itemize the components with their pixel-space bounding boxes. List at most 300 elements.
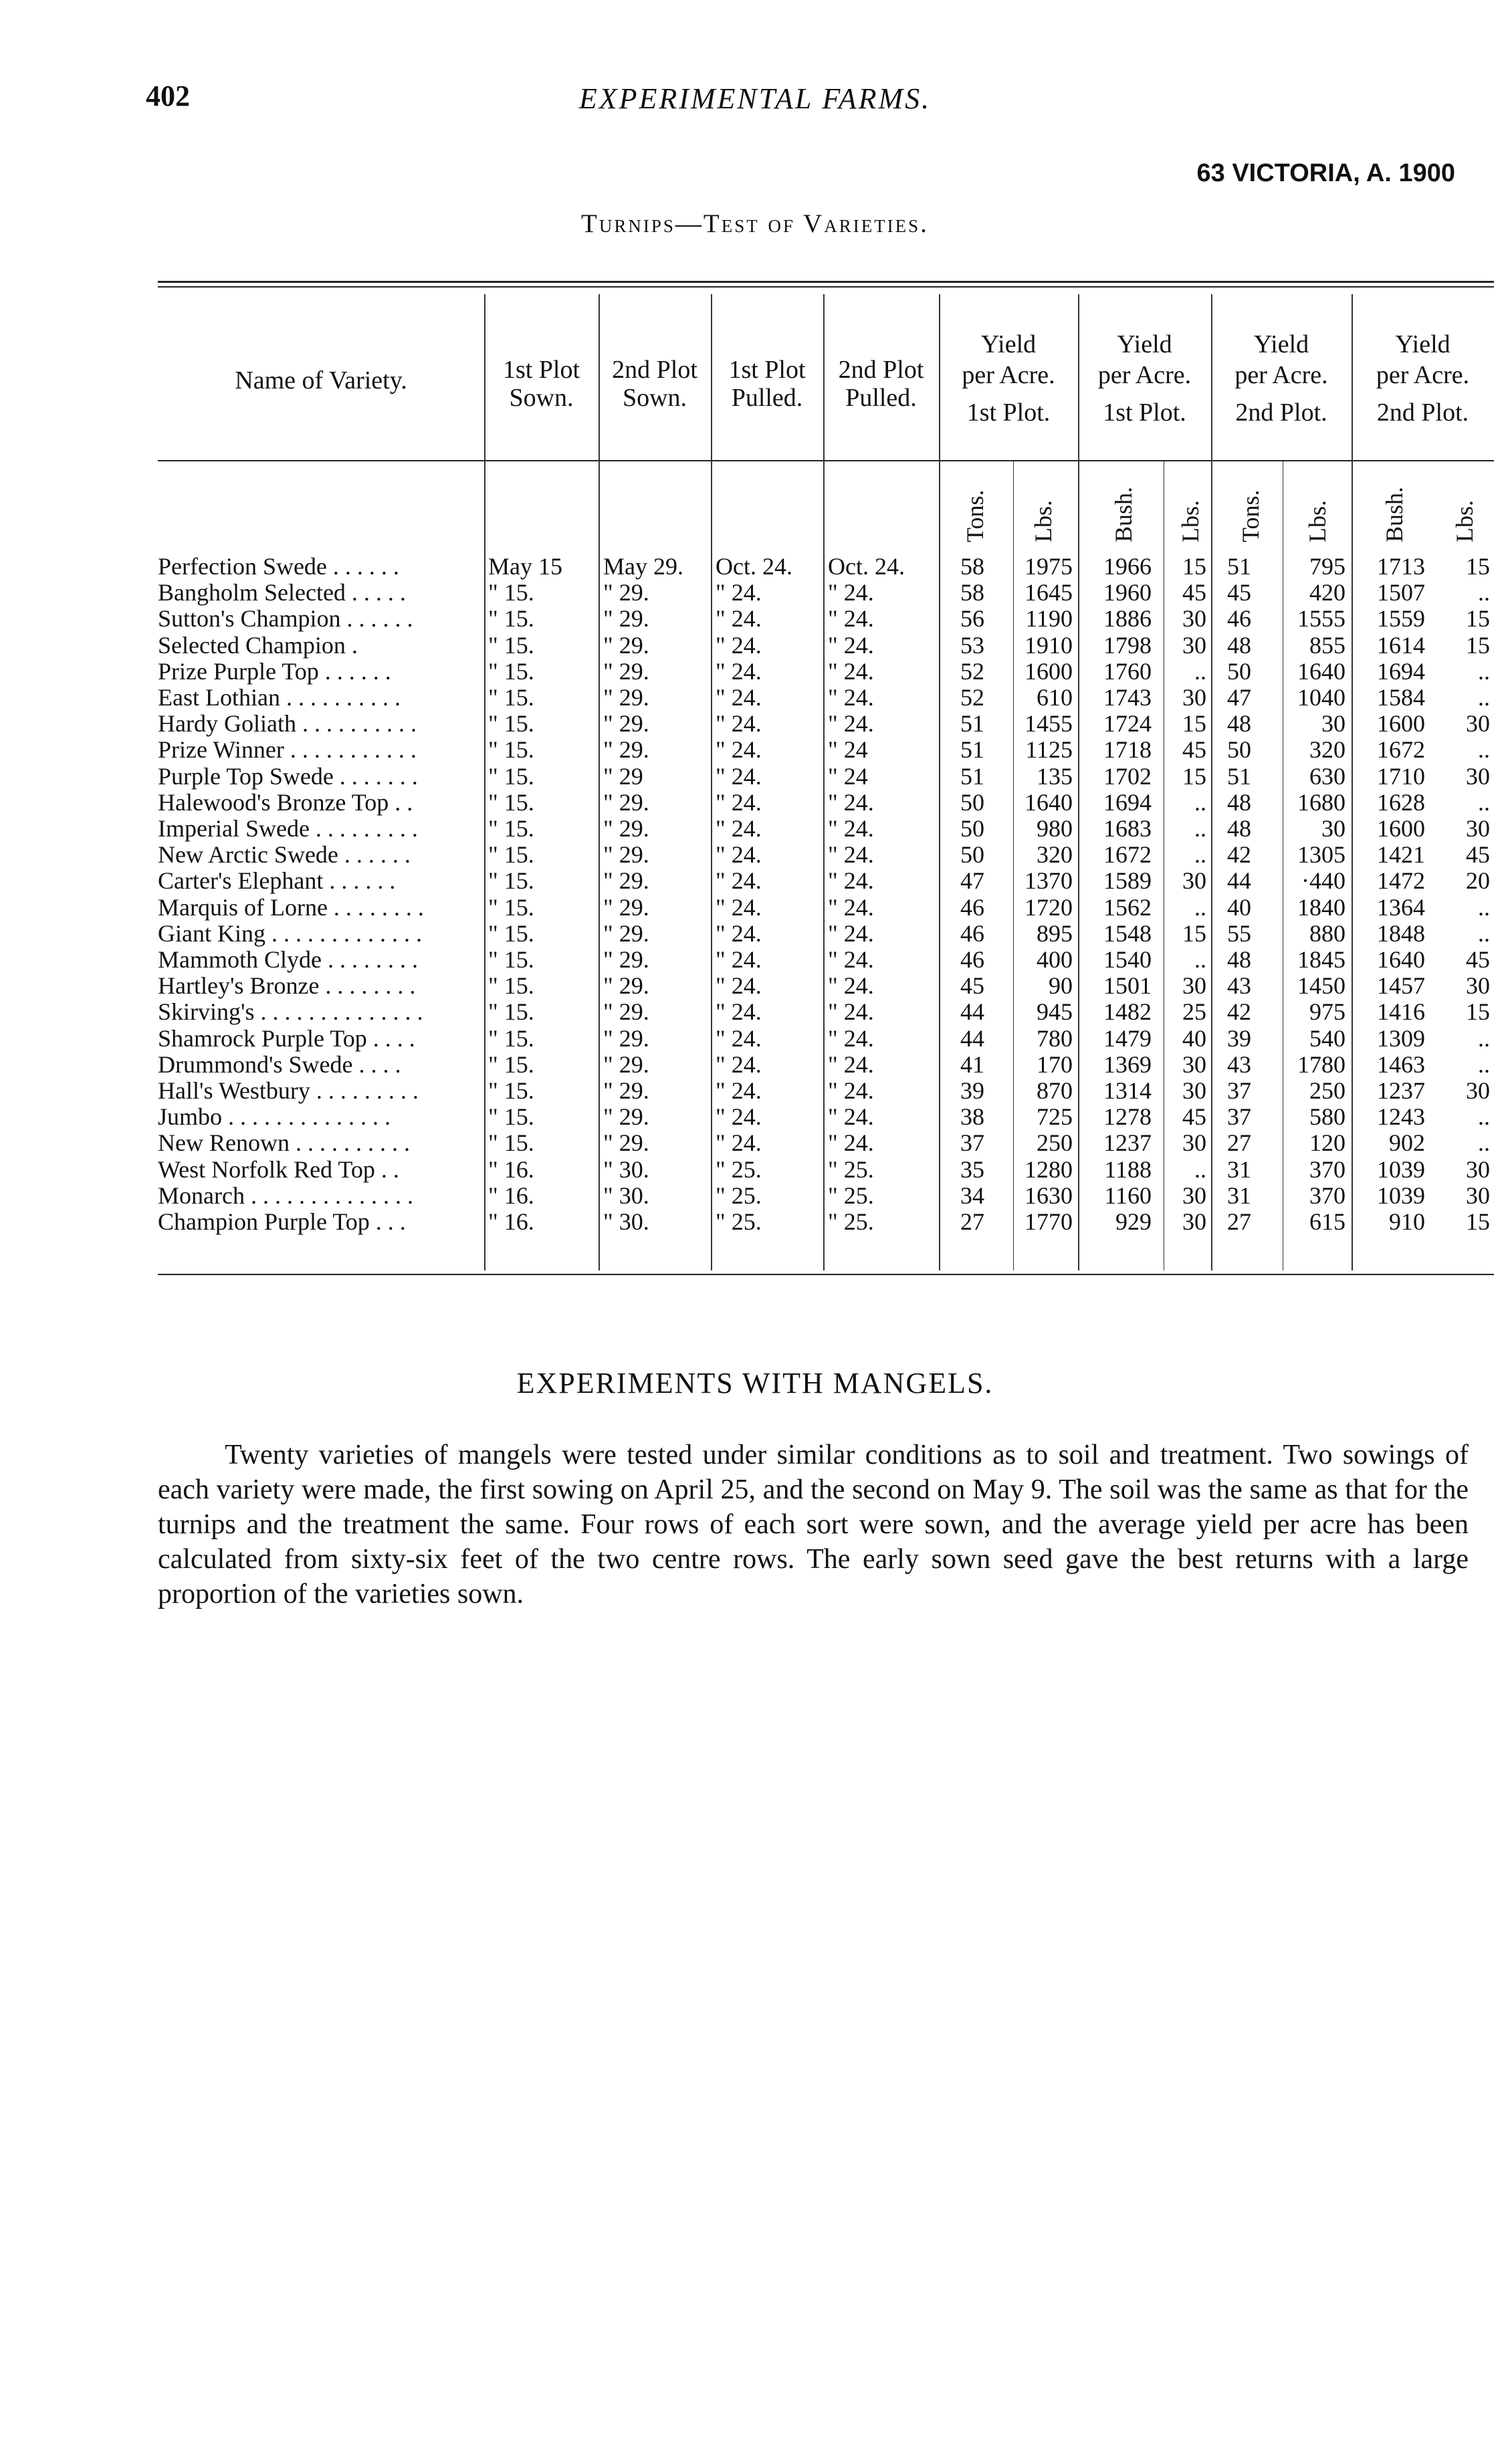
cell-t2: 47 xyxy=(1227,684,1251,711)
cell-l1: 1770 xyxy=(1024,1208,1073,1235)
cell-s2: " 29. xyxy=(603,579,649,606)
cell-bl1: 45 xyxy=(1182,736,1206,764)
cell-l2: 615 xyxy=(1309,1208,1345,1235)
cell-s2: " 29. xyxy=(603,1129,649,1157)
cell-t2: 39 xyxy=(1227,1024,1251,1052)
cell-name: Bangholm Selected . . . . . xyxy=(158,580,406,606)
cell-t2: 37 xyxy=(1227,1077,1251,1104)
cell-t1: 47 xyxy=(960,867,984,895)
cell-l1: 1600 xyxy=(1024,657,1073,685)
cell-t2: 50 xyxy=(1227,736,1251,764)
cell-b2: 1672 xyxy=(1377,736,1425,764)
cell-t1: 38 xyxy=(960,1103,984,1131)
cell-t2: 37 xyxy=(1227,1103,1251,1131)
cell-b1: 1369 xyxy=(1103,1050,1152,1078)
cell-l1: 1640 xyxy=(1024,788,1073,816)
table-row xyxy=(0,947,1510,973)
cell-t2: 31 xyxy=(1227,1182,1251,1209)
cell-bl2: 15 xyxy=(1466,631,1490,659)
cell-bl2: 15 xyxy=(1466,605,1490,633)
cell-t2: 48 xyxy=(1227,815,1251,842)
subheader-bush: Bush. xyxy=(1110,486,1137,542)
cell-l2: 250 xyxy=(1309,1077,1345,1104)
table-row xyxy=(0,1026,1510,1052)
cell-bl1: .. xyxy=(1194,788,1206,816)
cell-s2: " 29. xyxy=(603,946,649,973)
cell-s2: " 29. xyxy=(603,1050,649,1078)
cell-p1: " 24. xyxy=(716,841,762,869)
cell-bl2: .. xyxy=(1478,579,1490,606)
cell-b2: 1421 xyxy=(1377,841,1425,869)
cell-s2: " 29. xyxy=(603,1077,649,1104)
cell-p1: " 24. xyxy=(716,579,762,606)
cell-l1: 400 xyxy=(1037,946,1073,973)
cell-t2: 48 xyxy=(1227,946,1251,973)
cell-s1: " 15. xyxy=(488,1024,534,1052)
cell-bl2: .. xyxy=(1478,919,1490,947)
cell-p2: " 25. xyxy=(828,1208,874,1235)
cell-b2: 1457 xyxy=(1377,972,1425,1000)
cell-name: Champion Purple Top . . . xyxy=(158,1209,406,1235)
cell-t2: 46 xyxy=(1227,605,1251,633)
cell-bl2: 30 xyxy=(1466,815,1490,842)
cell-p2: " 24 xyxy=(828,762,868,790)
cell-name: Perfection Swede . . . . . . xyxy=(158,554,399,580)
cell-l2: 540 xyxy=(1309,1024,1345,1052)
cell-name: Hartley's Bronze . . . . . . . . xyxy=(158,973,416,1000)
cell-b2: 1614 xyxy=(1377,631,1425,659)
header-bottom-rule xyxy=(158,460,1494,461)
cell-bl1: 30 xyxy=(1182,867,1206,895)
cell-t1: 37 xyxy=(960,1129,984,1157)
cell-p2: " 25. xyxy=(828,1182,874,1209)
cell-l1: 1455 xyxy=(1024,710,1073,738)
running-head: EXPERIMENTAL FARMS. xyxy=(578,82,932,115)
cell-p2: " 24. xyxy=(828,788,874,816)
table-row xyxy=(0,790,1510,816)
cell-p1: " 24. xyxy=(716,631,762,659)
cell-t2: 48 xyxy=(1227,710,1251,738)
cell-b2: 1364 xyxy=(1377,893,1425,921)
cell-name: Mammoth Clyde . . . . . . . . xyxy=(158,947,418,973)
cell-bl1: 30 xyxy=(1182,1182,1206,1209)
cell-l2: 1680 xyxy=(1297,788,1345,816)
cell-p2: " 24. xyxy=(828,579,874,606)
cell-b1: 1479 xyxy=(1103,1024,1152,1052)
cell-name: West Norfolk Red Top . . xyxy=(158,1156,399,1183)
subheader-lbs: Lbs. xyxy=(1304,500,1331,542)
table-row xyxy=(0,737,1510,763)
cell-p1: " 24. xyxy=(716,815,762,842)
cell-s1: " 15. xyxy=(488,946,534,973)
cell-l2: 1450 xyxy=(1297,972,1345,1000)
cell-bl2: 30 xyxy=(1466,1155,1490,1183)
cell-t1: 46 xyxy=(960,893,984,921)
cell-p1: " 24. xyxy=(716,788,762,816)
cell-b2: 1584 xyxy=(1377,684,1425,711)
cell-l1: 870 xyxy=(1037,1077,1073,1104)
cell-s1: " 15. xyxy=(488,579,534,606)
table-row xyxy=(0,1078,1510,1104)
cell-t2: 42 xyxy=(1227,841,1251,869)
cell-b2: 1848 xyxy=(1377,919,1425,947)
cell-b1: 1694 xyxy=(1103,788,1152,816)
cell-b2: 1600 xyxy=(1377,710,1425,738)
cell-t1: 35 xyxy=(960,1155,984,1183)
cell-p2: " 24. xyxy=(828,972,874,1000)
cell-bl2: .. xyxy=(1478,788,1490,816)
cell-s2: " 29. xyxy=(603,919,649,947)
cell-bl1: 30 xyxy=(1182,1077,1206,1104)
cell-l1: 1630 xyxy=(1024,1182,1073,1209)
cell-bl1: 30 xyxy=(1182,972,1206,1000)
cell-s2: " 29. xyxy=(603,841,649,869)
cell-s1: " 15. xyxy=(488,1129,534,1157)
cell-t1: 46 xyxy=(960,919,984,947)
cell-b1: 1482 xyxy=(1103,998,1152,1026)
cell-s2: " 30. xyxy=(603,1182,649,1209)
header-2nd-plot-pulled: 2nd Plot Pulled. xyxy=(838,356,924,412)
cell-l1: 1645 xyxy=(1024,579,1073,606)
cell-t1: 34 xyxy=(960,1182,984,1209)
cell-t1: 51 xyxy=(960,710,984,738)
cell-bl1: .. xyxy=(1194,1155,1206,1183)
table-row xyxy=(0,764,1510,790)
cell-b1: 1188 xyxy=(1104,1155,1152,1183)
cell-t1: 44 xyxy=(960,998,984,1026)
cell-name: East Lothian . . . . . . . . . . xyxy=(158,685,401,711)
cell-t1: 51 xyxy=(960,762,984,790)
cell-p1: " 24. xyxy=(716,762,762,790)
cell-p2: " 24. xyxy=(828,657,874,685)
cell-t2: 48 xyxy=(1227,788,1251,816)
cell-name: Purple Top Swede . . . . . . . xyxy=(158,763,418,790)
cell-l2: 880 xyxy=(1309,919,1345,947)
cell-name: Giant King . . . . . . . . . . . . . xyxy=(158,920,422,947)
cell-l1: 320 xyxy=(1037,841,1073,869)
cell-l1: 780 xyxy=(1037,1024,1073,1052)
cell-l1: 1190 xyxy=(1025,605,1073,633)
cell-s1: " 15. xyxy=(488,841,534,869)
cell-s2: " 29. xyxy=(603,788,649,816)
cell-name: New Arctic Swede . . . . . . xyxy=(158,842,411,869)
cell-bl2: .. xyxy=(1478,1050,1490,1078)
header-1st-plot-pulled: 1st Plot Pulled. xyxy=(728,356,806,412)
table-top-rule xyxy=(158,281,1494,283)
table-row xyxy=(0,711,1510,737)
cell-bl2: 30 xyxy=(1466,1182,1490,1209)
cell-bl2: .. xyxy=(1478,684,1490,711)
cell-l2: 30 xyxy=(1321,815,1345,842)
cell-s1: " 16. xyxy=(488,1182,534,1209)
cell-s1: " 16. xyxy=(488,1155,534,1183)
cell-l1: 1975 xyxy=(1024,553,1073,580)
cell-s1: " 15. xyxy=(488,1077,534,1104)
cell-l2: 1040 xyxy=(1297,684,1345,711)
table-row xyxy=(0,580,1510,606)
cell-p1: " 24. xyxy=(716,1129,762,1157)
cell-p2: " 24. xyxy=(828,998,874,1026)
cell-b1: 1760 xyxy=(1103,657,1152,685)
table-top-rule-2 xyxy=(158,286,1494,288)
cell-name: Prize Winner . . . . . . . . . . . xyxy=(158,737,417,764)
cell-p2: " 24 xyxy=(828,736,868,764)
cell-bl2: 30 xyxy=(1466,710,1490,738)
cell-bl1: 30 xyxy=(1182,1129,1206,1157)
cell-t2: 42 xyxy=(1227,998,1251,1026)
cell-bl2: 30 xyxy=(1466,762,1490,790)
cell-p1: " 24. xyxy=(716,657,762,685)
table-row xyxy=(0,1052,1510,1078)
cell-b1: 1966 xyxy=(1103,553,1152,580)
cell-bl2: .. xyxy=(1478,893,1490,921)
subheader-lbs: Lbs. xyxy=(1177,500,1204,542)
cell-bl2: 45 xyxy=(1466,841,1490,869)
cell-p1: " 24. xyxy=(716,1077,762,1104)
cell-l1: 1370 xyxy=(1024,867,1073,895)
cell-b1: 1589 xyxy=(1103,867,1152,895)
subheader-tons: Tons. xyxy=(962,489,988,542)
table-row xyxy=(0,554,1510,580)
cell-s2: " 29. xyxy=(603,710,649,738)
cell-p1: " 24. xyxy=(716,1050,762,1078)
cell-s2: May 29. xyxy=(603,553,683,580)
cell-b2: 902 xyxy=(1389,1129,1425,1157)
cell-b1: 1683 xyxy=(1103,815,1152,842)
cell-bl1: 30 xyxy=(1182,1208,1206,1235)
cell-t2: 31 xyxy=(1227,1155,1251,1183)
cell-t2: 50 xyxy=(1227,657,1251,685)
cell-b2: 1507 xyxy=(1377,579,1425,606)
header-2nd-plot-sown: 2nd Plot Sown. xyxy=(612,356,697,412)
cell-l1: 1720 xyxy=(1024,893,1073,921)
cell-b1: 1960 xyxy=(1103,579,1152,606)
cell-s1: May 15 xyxy=(488,553,562,580)
cell-l2: 1840 xyxy=(1297,893,1345,921)
cell-s1: " 15. xyxy=(488,919,534,947)
cell-s1: " 15. xyxy=(488,788,534,816)
cell-l2: 420 xyxy=(1309,579,1345,606)
table-row xyxy=(0,659,1510,685)
cell-t2: 51 xyxy=(1227,762,1251,790)
cell-b1: 1501 xyxy=(1103,972,1152,1000)
cell-name: Jumbo . . . . . . . . . . . . . . xyxy=(158,1104,391,1131)
cell-b2: 1243 xyxy=(1377,1103,1425,1131)
cell-l1: 135 xyxy=(1037,762,1073,790)
cell-l2: 1305 xyxy=(1297,841,1345,869)
cell-p2: " 24. xyxy=(828,919,874,947)
cell-s2: " 29. xyxy=(603,867,649,895)
table-row xyxy=(0,1104,1510,1130)
cell-p2: " 25. xyxy=(828,1155,874,1183)
cell-t1: 52 xyxy=(960,657,984,685)
cell-p2: " 24. xyxy=(828,1103,874,1131)
cell-s2: " 29. xyxy=(603,684,649,711)
cell-l1: 1125 xyxy=(1025,736,1073,764)
header-yield-1: Yield per Acre. 1st Plot. xyxy=(962,330,1055,427)
cell-s2: " 29 xyxy=(603,762,643,790)
cell-p2: Oct. 24. xyxy=(828,553,905,580)
cell-b2: 1472 xyxy=(1377,867,1425,895)
cell-p2: " 24. xyxy=(828,893,874,921)
cell-t1: 44 xyxy=(960,1024,984,1052)
cell-name: Monarch . . . . . . . . . . . . . . xyxy=(158,1182,413,1209)
cell-name: Selected Champion . xyxy=(158,632,358,659)
cell-t1: 53 xyxy=(960,631,984,659)
cell-t2: 44 xyxy=(1227,867,1251,895)
cell-s1: " 15. xyxy=(488,710,534,738)
cell-s1: " 15. xyxy=(488,684,534,711)
cell-t1: 51 xyxy=(960,736,984,764)
cell-b2: 1039 xyxy=(1377,1182,1425,1209)
cell-t1: 39 xyxy=(960,1077,984,1104)
cell-bl1: 15 xyxy=(1182,710,1206,738)
cell-t2: 51 xyxy=(1227,553,1251,580)
cell-l2: 630 xyxy=(1309,762,1345,790)
cell-t2: 45 xyxy=(1227,579,1251,606)
session-label: 63 VICTORIA, A. 1900 xyxy=(1196,159,1455,187)
table-title: Turnips—Test of Varieties. xyxy=(581,209,929,238)
cell-s2: " 30. xyxy=(603,1208,649,1235)
cell-name: Shamrock Purple Top . . . . xyxy=(158,1025,415,1052)
cell-p2: " 24. xyxy=(828,631,874,659)
cell-p2: " 24. xyxy=(828,1129,874,1157)
cell-name: Hall's Westbury . . . . . . . . . xyxy=(158,1078,419,1104)
cell-p2: " 24. xyxy=(828,841,874,869)
cell-s2: " 29. xyxy=(603,893,649,921)
cell-b2: 910 xyxy=(1389,1208,1425,1235)
cell-l2: 580 xyxy=(1309,1103,1345,1131)
cell-s1: " 15. xyxy=(488,605,534,633)
cell-l1: 945 xyxy=(1037,998,1073,1026)
page-number: 402 xyxy=(146,80,190,112)
cell-bl2: 30 xyxy=(1466,1077,1490,1104)
cell-bl1: 45 xyxy=(1182,1103,1206,1131)
cell-name: Hardy Goliath . . . . . . . . . . xyxy=(158,711,417,738)
cell-l1: 250 xyxy=(1037,1129,1073,1157)
cell-b2: 1640 xyxy=(1377,946,1425,973)
table-row xyxy=(0,1157,1510,1183)
cell-b2: 1559 xyxy=(1377,605,1425,633)
cell-l1: 610 xyxy=(1037,684,1073,711)
cell-p2: " 24. xyxy=(828,605,874,633)
cell-t1: 50 xyxy=(960,815,984,842)
cell-name: Sutton's Champion . . . . . . xyxy=(158,606,413,633)
cell-b2: 1628 xyxy=(1377,788,1425,816)
cell-p1: " 24. xyxy=(716,710,762,738)
cell-p1: " 24. xyxy=(716,946,762,973)
cell-l2: 1640 xyxy=(1297,657,1345,685)
cell-l2: 370 xyxy=(1309,1155,1345,1183)
table-row xyxy=(0,921,1510,947)
section-heading: EXPERIMENTS WITH MANGELS. xyxy=(516,1367,994,1399)
cell-b1: 1237 xyxy=(1103,1129,1152,1157)
cell-p1: " 24. xyxy=(716,605,762,633)
table-row xyxy=(0,895,1510,921)
cell-s1: " 16. xyxy=(488,1208,534,1235)
table-row xyxy=(0,633,1510,659)
cell-s2: " 30. xyxy=(603,1155,649,1183)
cell-b1: 1562 xyxy=(1103,893,1152,921)
cell-p1: " 25. xyxy=(716,1182,762,1209)
cell-l2: 855 xyxy=(1309,631,1345,659)
cell-s2: " 29. xyxy=(603,998,649,1026)
cell-bl2: .. xyxy=(1478,1129,1490,1157)
cell-l2: 1555 xyxy=(1297,605,1345,633)
cell-p1: " 24. xyxy=(716,998,762,1026)
cell-s2: " 29. xyxy=(603,1024,649,1052)
cell-p1: " 25. xyxy=(716,1155,762,1183)
cell-bl2: 15 xyxy=(1466,998,1490,1026)
cell-p2: " 24. xyxy=(828,1077,874,1104)
cell-bl1: .. xyxy=(1194,815,1206,842)
cell-t1: 58 xyxy=(960,579,984,606)
cell-l2: 795 xyxy=(1309,553,1345,580)
cell-s1: " 15. xyxy=(488,867,534,895)
cell-p1: Oct. 24. xyxy=(716,553,792,580)
cell-s2: " 29. xyxy=(603,605,649,633)
cell-t2: 40 xyxy=(1227,893,1251,921)
cell-bl1: 15 xyxy=(1182,919,1206,947)
cell-b2: 1710 xyxy=(1377,762,1425,790)
cell-bl2: 15 xyxy=(1466,553,1490,580)
cell-bl1: 30 xyxy=(1182,605,1206,633)
cell-b2: 1600 xyxy=(1377,815,1425,842)
cell-name: Imperial Swede . . . . . . . . . xyxy=(158,816,418,842)
cell-l2: 975 xyxy=(1309,998,1345,1026)
cell-l2: 320 xyxy=(1309,736,1345,764)
cell-b2: 1713 xyxy=(1377,553,1425,580)
cell-bl2: .. xyxy=(1478,657,1490,685)
cell-name: Skirving's . . . . . . . . . . . . . . xyxy=(158,999,423,1026)
cell-p2: " 24. xyxy=(828,867,874,895)
cell-bl2: 15 xyxy=(1466,1208,1490,1235)
cell-s2: " 29. xyxy=(603,1103,649,1131)
cell-b1: 1278 xyxy=(1103,1103,1152,1131)
cell-bl2: .. xyxy=(1478,1103,1490,1131)
cell-bl1: .. xyxy=(1194,657,1206,685)
cell-p2: " 24. xyxy=(828,946,874,973)
cell-p1: " 24. xyxy=(716,1103,762,1131)
cell-p2: " 24. xyxy=(828,1024,874,1052)
cell-b1: 1702 xyxy=(1103,762,1152,790)
cell-p2: " 24. xyxy=(828,684,874,711)
cell-l1: 725 xyxy=(1037,1103,1073,1131)
cell-l1: 1910 xyxy=(1024,631,1073,659)
cell-t1: 46 xyxy=(960,946,984,973)
cell-l2: 120 xyxy=(1309,1129,1345,1157)
cell-b1: 1724 xyxy=(1103,710,1152,738)
cell-l2: 1780 xyxy=(1297,1050,1345,1078)
cell-bl1: 15 xyxy=(1182,762,1206,790)
table-row xyxy=(0,685,1510,711)
cell-t1: 45 xyxy=(960,972,984,1000)
cell-s1: " 15. xyxy=(488,736,534,764)
header-1st-plot-sown: 1st Plot Sown. xyxy=(502,356,580,412)
cell-name: New Renown . . . . . . . . . . xyxy=(158,1130,410,1157)
cell-b2: 1237 xyxy=(1377,1077,1425,1104)
cell-b1: 1540 xyxy=(1103,946,1152,973)
cell-t2: 27 xyxy=(1227,1129,1251,1157)
cell-b1: 1672 xyxy=(1103,841,1152,869)
subheader-tons: Tons. xyxy=(1237,489,1264,542)
cell-b2: 1694 xyxy=(1377,657,1425,685)
cell-bl2: 45 xyxy=(1466,946,1490,973)
cell-bl1: 30 xyxy=(1182,1050,1206,1078)
cell-t1: 56 xyxy=(960,605,984,633)
cell-bl1: 30 xyxy=(1182,631,1206,659)
header-yield-2: Yield per Acre. 1st Plot. xyxy=(1097,330,1192,427)
